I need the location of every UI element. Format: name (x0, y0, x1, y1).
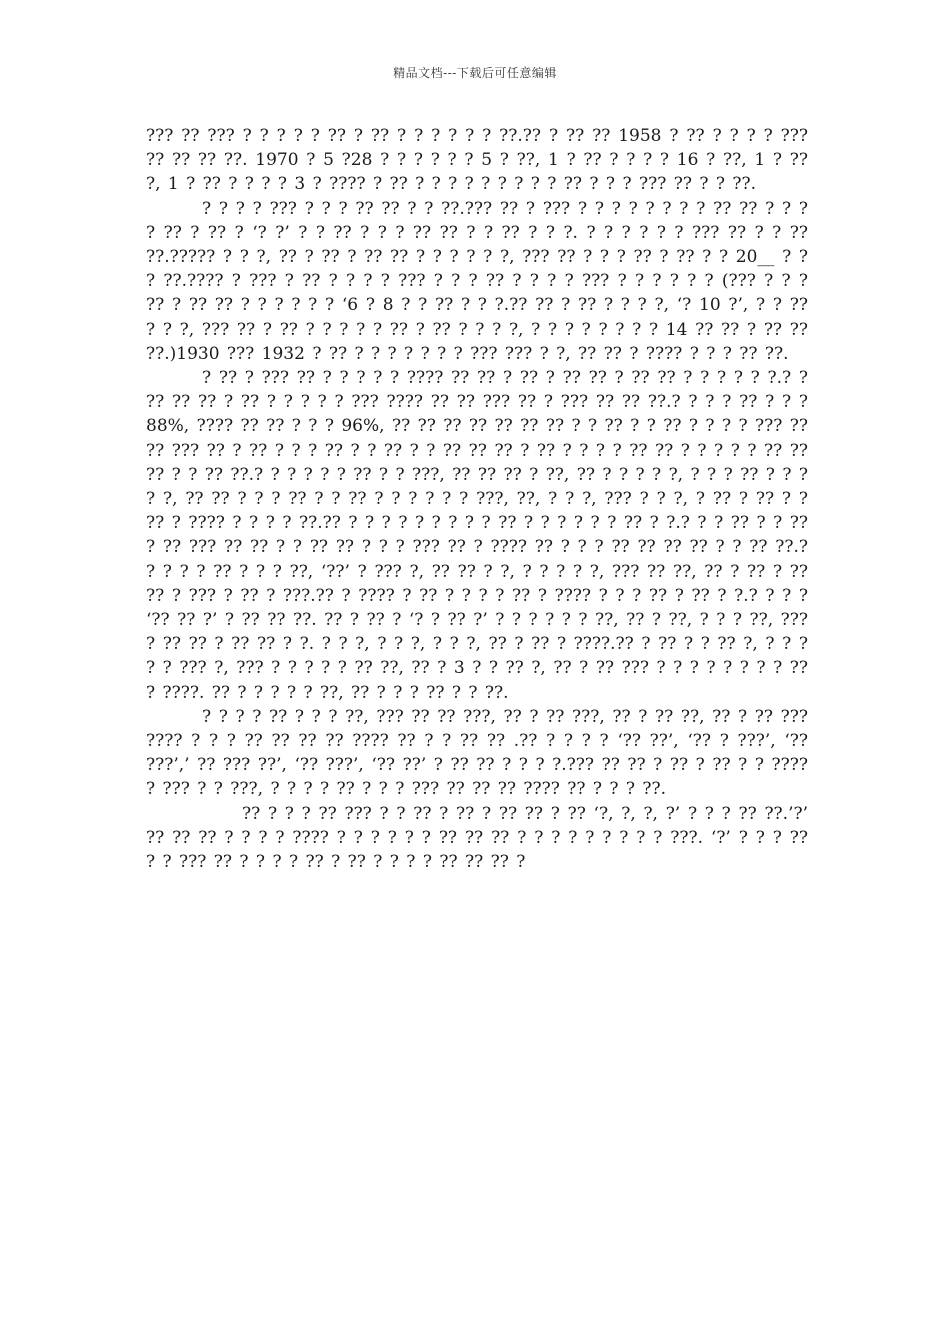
paragraph-4: ? ? ? ? ?? ? ? ? ??, ??? ?? ?? ???, ?? ? ?? ???, ?? ? ?? ??, ?? ? ?? ??? ???? ? ? ? ?? ?? ?? ?? ???? ?? ? ? ?? ?? .?? ? ? ? ? ‘?? ??’, ‘?? ? ???’, ‘?? ???’,’ ?? ??? ??’, ‘?? ???’, ‘?? ??’ ? ?? ?? ? ? ? ?.??? ?? ?? ? ?? ? ?? ? ? ???? ? ??? ? ? ???, ? ? ? ? ?? ? ? ? ??? ?? ?? ?? ???? ?? ? ? ? ??. (146, 706, 808, 800)
paragraph-5: ?? ? ? ? ?? ??? ? ? ?? ? ?? ? ?? ?? ? ?? ‘?, ?, ?, ?’ ? ? ? ?? ??.’?’ ?? ?? ?? ? ? ? ? ???? ? ? ? ? ? ? ?? ?? ?? ? ? ? ? ? ? ? ? ? ???. ‘?’ ? ? ? ?? ? ? ??? ?? ? ? ? ? ?? ? ?? ? ? ? ? ?? ?? ?? ? (146, 803, 808, 873)
paragraph-3: ? ?? ? ??? ?? ? ? ? ? ? ???? ?? ?? ? ?? ? ?? ?? ? ?? ?? ? ? ? ? ? ?.? ? ?? ?? ?? ? ?? ? ? ? ? ? ??? ???? ?? ?? ??? ?? ? ??? ?? ?? ??.? ? ? ? ?? ? ? ? 88%, ???? ?? ?? ? ? ? 96%, ?? ?? ?? ?? ?? ?? ?? ? ? ?? ? ? ?? ? ? ? ? ??? ?? ?? ??? ?? ? ?? ? ? ? ?? ? ? ?? ? ? ?? ?? ?? ? ?? ? ? ? ? ?? ?? ? ? ? ? ? ?? ?? ?? ? ? ?? ??.? ? ? ? ? ? ?? ? ? ???, ?? ?? ?? ? ??, ?? ? ? ? ? ?, ? ? ? ?? ? ? ? ? ?, ?? ?? ? ? ? ?? ? ? ?? ? ? ? ? ? ? ???, ??, ? ? ?, ??? ? ? ?, ? ?? ? ?? ? ? ?? ? ???? ? ? ? ? ??.?? ? ? ? ? ? ? ? ? ? ?? ? ? ? ? ? ? ?? ? ?.? ? ? ?? ? ? ?? ? ?? ??? ?? ?? ? ? ?? ?? ? ? ? ??? ?? ? ???? ?? ? ? ? ?? ?? ?? ?? ? ? ?? ??.? ? ? ? ? ?? ? ? ? ??, ‘??’ ? ??? ?, ?? ?? ? ?, ? ? ? ? ?, ??? ?? ??, ?? ? ?? ? ?? ?? ? ??? ? ?? ? ???.?? ? ???? ? ?? ? ? ? ? ?? ? ???? ? ? ? ?? ? ?? ? ?.? ? ? ? ‘?? ?? ?’ ? ?? ?? ??. ?? ? ?? ? ‘? ? ?? ?’ ? ? ? ? ? ? ??, ?? ? ??, ? ? ? ??, ??? ? ?? ?? ? ?? ?? ? ?. ? ? ?, ? ? ?, ? ? ?, ?? ? ?? ? ????.?? ? ?? ? ? ?? ?, ? ? ? ? ? ??? ?, ??? ? ? ? ? ? ?? ??, ?? ? 3 ? ? ?? ?, ?? ? ?? ??? ? ? ? ? ? ? ? ? ?? ? ????. ?? ? ? ? ? ? ??, ?? ? ? ? ?? ? ? ??. (146, 368, 808, 703)
paragraph-2: ? ? ? ? ??? ? ? ? ?? ?? ? ? ??.??? ?? ? ??? ? ? ? ? ? ? ? ? ?? ?? ? ? ? ? ?? ? ?? ? ‘? ?’ ? ? ?? ? ? ? ?? ?? ? ? ?? ? ? ?. ? ? ? ? ? ? ??? ?? ? ? ?? ??.????? ? ? ?, ?? ? ?? ? ?? ?? ? ? ? ? ? ?, ??? ?? ? ? ? ?? ? ?? ? ? 20__ ? ? ? ??.???? ? ??? ? ?? ? ? ? ? ??? ? ? ? ?? ? ? ? ? ??? ? ? ? ? ? ? (??? ? ? ? ?? ? ?? ?? ? ? ? ? ? ? ‘6 ? 8 ? ? ?? ? ? ?.?? ?? ? ?? ? ? ? ?, ‘? 10 ?’, ? ? ?? ? ? ?, ??? ?? ? ?? ? ? ? ? ? ?? ? ?? ? ? ? ?, ? ? ? ? ? ? ? ? 14 ?? ?? ? ?? ?? ??.)1930 ??? 1932 ? ?? ? ? ? ? ? ? ? ??? ??? ? ?, ?? ?? ? ???? ? ? ? ?? ??. (146, 198, 808, 364)
document-body (146, 124, 808, 874)
page-header: 精品文档---下载后可任意编辑 (393, 66, 557, 80)
paragraph-1: ??? ?? ??? ? ? ? ? ? ?? ? ?? ? ? ? ? ? ? ??.?? ? ?? ?? 1958 ? ?? ? ? ? ? ??? ?? ?? ?? ??. 1970 ? 5 ?28 ? ? ? ? ? ? 5 ? ??, 1 ? ?? ? ? ? ? 16 ? ??, 1 ? ?? ?, 1 ? ?? ? ? ? ? 3 ? ???? ? ?? ? ? ? ? ? ? ? ? ? ?? ? ? ? ??? ?? ? ? ??. (146, 126, 808, 195)
